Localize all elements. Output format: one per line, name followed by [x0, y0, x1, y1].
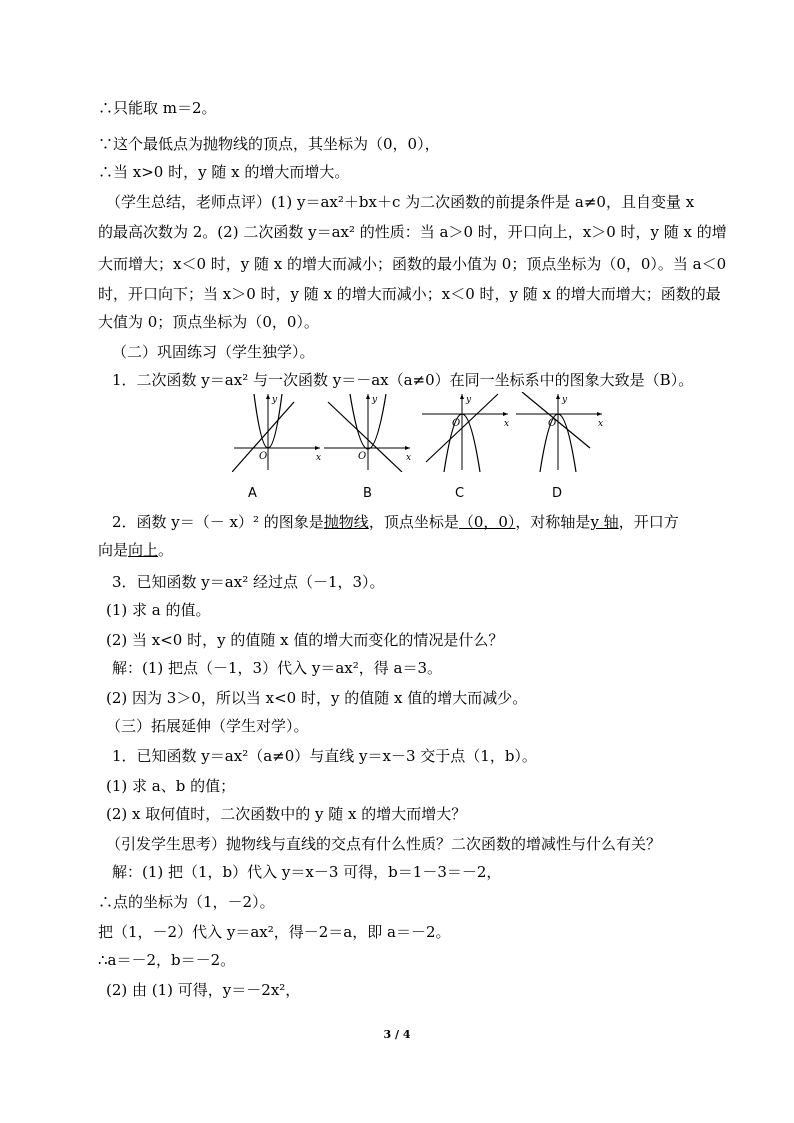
graph-a: [232, 392, 322, 472]
svg-text:y: y: [372, 395, 378, 405]
text-line: (2) 当 x<0 时，y 的值随 x 值的增大而变化的情况是什么？: [106, 631, 504, 649]
q2-answer-2: （0，0）: [458, 513, 516, 531]
svg-text:O: O: [452, 418, 461, 429]
q2-answer-1: 抛物线: [323, 513, 369, 531]
text-line: (1) 求 a、b 的值；: [106, 777, 236, 795]
text-line: (2) x 取何值时，二次函数中的 y 随 x 的增大而增大？: [106, 805, 467, 823]
x-axis-label: x: [316, 453, 322, 463]
text-line: ∴a＝－2，b＝－2。: [98, 951, 236, 969]
text-line: 时，开口向下；当 x＞0 时，y 随 x 的增大而减小；x＜0 时，y 随 x 的增大而增大；函数的最: [98, 285, 721, 303]
svg-text:x: x: [598, 419, 604, 429]
text-line: (1) 求 a 的值。: [106, 601, 211, 619]
question-2-cont: [98, 540, 173, 560]
q2-answer-4: 向上: [128, 541, 159, 559]
figure-label-a: A: [248, 486, 257, 501]
text-line: (2) 因为 3＞0，所以当 x<0 时，y 的值随 x 值的增大而减少。: [106, 689, 528, 707]
question-text: 1．二次函数 y＝ax² 与一次函数 y＝－ax（a≠0）在同一坐标系中的图象大致是（B）。: [112, 371, 694, 389]
graph-b: [322, 392, 412, 472]
svg-text:x: x: [406, 453, 412, 463]
text-line: （学生总结，老师点评）(1) y＝ax²＋bx＋c 为二次函数的前提条件是 a≠0，且自变量 x: [106, 193, 695, 211]
svg-text:y: y: [466, 395, 472, 405]
text-line: ∴点的坐标为（1，－2）。: [98, 893, 275, 911]
section-heading: （三）拓展延伸（学生对学）。: [106, 717, 309, 735]
text-line: ∴只能取 m＝2。: [98, 99, 217, 117]
text-line: 3．已知函数 y＝ax² 经过点（－1，3）。: [112, 573, 385, 591]
text-line: 解：(1) 把点（－1，3）代入 y＝ax²，得 a＝3。: [112, 659, 443, 677]
svg-text:O: O: [358, 451, 367, 462]
text-line: 大值为 0；顶点坐标为（0，0）。: [98, 313, 319, 331]
section-heading: （二）巩固练习（学生独学）。: [112, 343, 315, 361]
svg-text:y: y: [562, 395, 568, 405]
question-2: [112, 512, 679, 532]
text-line: ∵这个最低点为抛物线的顶点，其坐标为（0，0），: [98, 135, 440, 153]
q2-mid-3: ，开口方: [618, 513, 679, 531]
svg-text:O: O: [548, 418, 557, 429]
figure-label-b: B: [363, 486, 372, 501]
q2-line2-prefix: 向是: [98, 541, 129, 559]
q2-mid-2: ，对称轴是: [515, 513, 591, 531]
svg-text:x: x: [504, 419, 510, 429]
origin-label: O: [259, 451, 268, 462]
text-line: 1．已知函数 y＝ax²（a≠0）与直线 y＝x－3 交于点（1，b）。: [112, 747, 537, 765]
text-line: 把（1，－2）代入 y＝ax²，得－2＝a，即 a＝－2。: [98, 923, 451, 941]
text-line: (2) 由 (1) 可得，y＝－2x²，: [106, 981, 301, 999]
text-line: ∴当 x>0 时，y 随 x 的增大而增大。: [98, 163, 350, 181]
figure-label-c: C: [455, 486, 465, 501]
q2-mid-1: ，顶点坐标是: [368, 513, 459, 531]
y-axis-label: y: [272, 395, 278, 405]
text-line: 解：(1) 把（1，b）代入 y＝x－3 可得，b＝1－3＝－2，: [112, 863, 502, 881]
graph-c: [420, 392, 510, 472]
page-number: 3 / 4: [383, 1028, 411, 1041]
text-line: （引发学生思考）抛物线与直线的交点有什么性质？二次函数的增减性与什么有关？: [106, 835, 662, 853]
q2-answer-3: y 轴: [590, 513, 619, 531]
q2-line2-suffix: 。: [158, 541, 174, 559]
q2-prefix: 2．函数 y＝（－ x）² 的图象是: [112, 513, 324, 531]
figure-label-d: D: [552, 486, 563, 501]
graph-d: [514, 392, 604, 472]
text-line: 大而增大；x＜0 时，y 随 x 的增大而减小；函数的最小值为 0；顶点坐标为（0，0）。当 a＜0: [98, 255, 727, 273]
text-line: 的最高次数为 2。(2) 二次函数 y＝ax² 的性质：当 a＞0 时，开口向上，x＞0 时，y 随 x 的增: [98, 223, 727, 241]
